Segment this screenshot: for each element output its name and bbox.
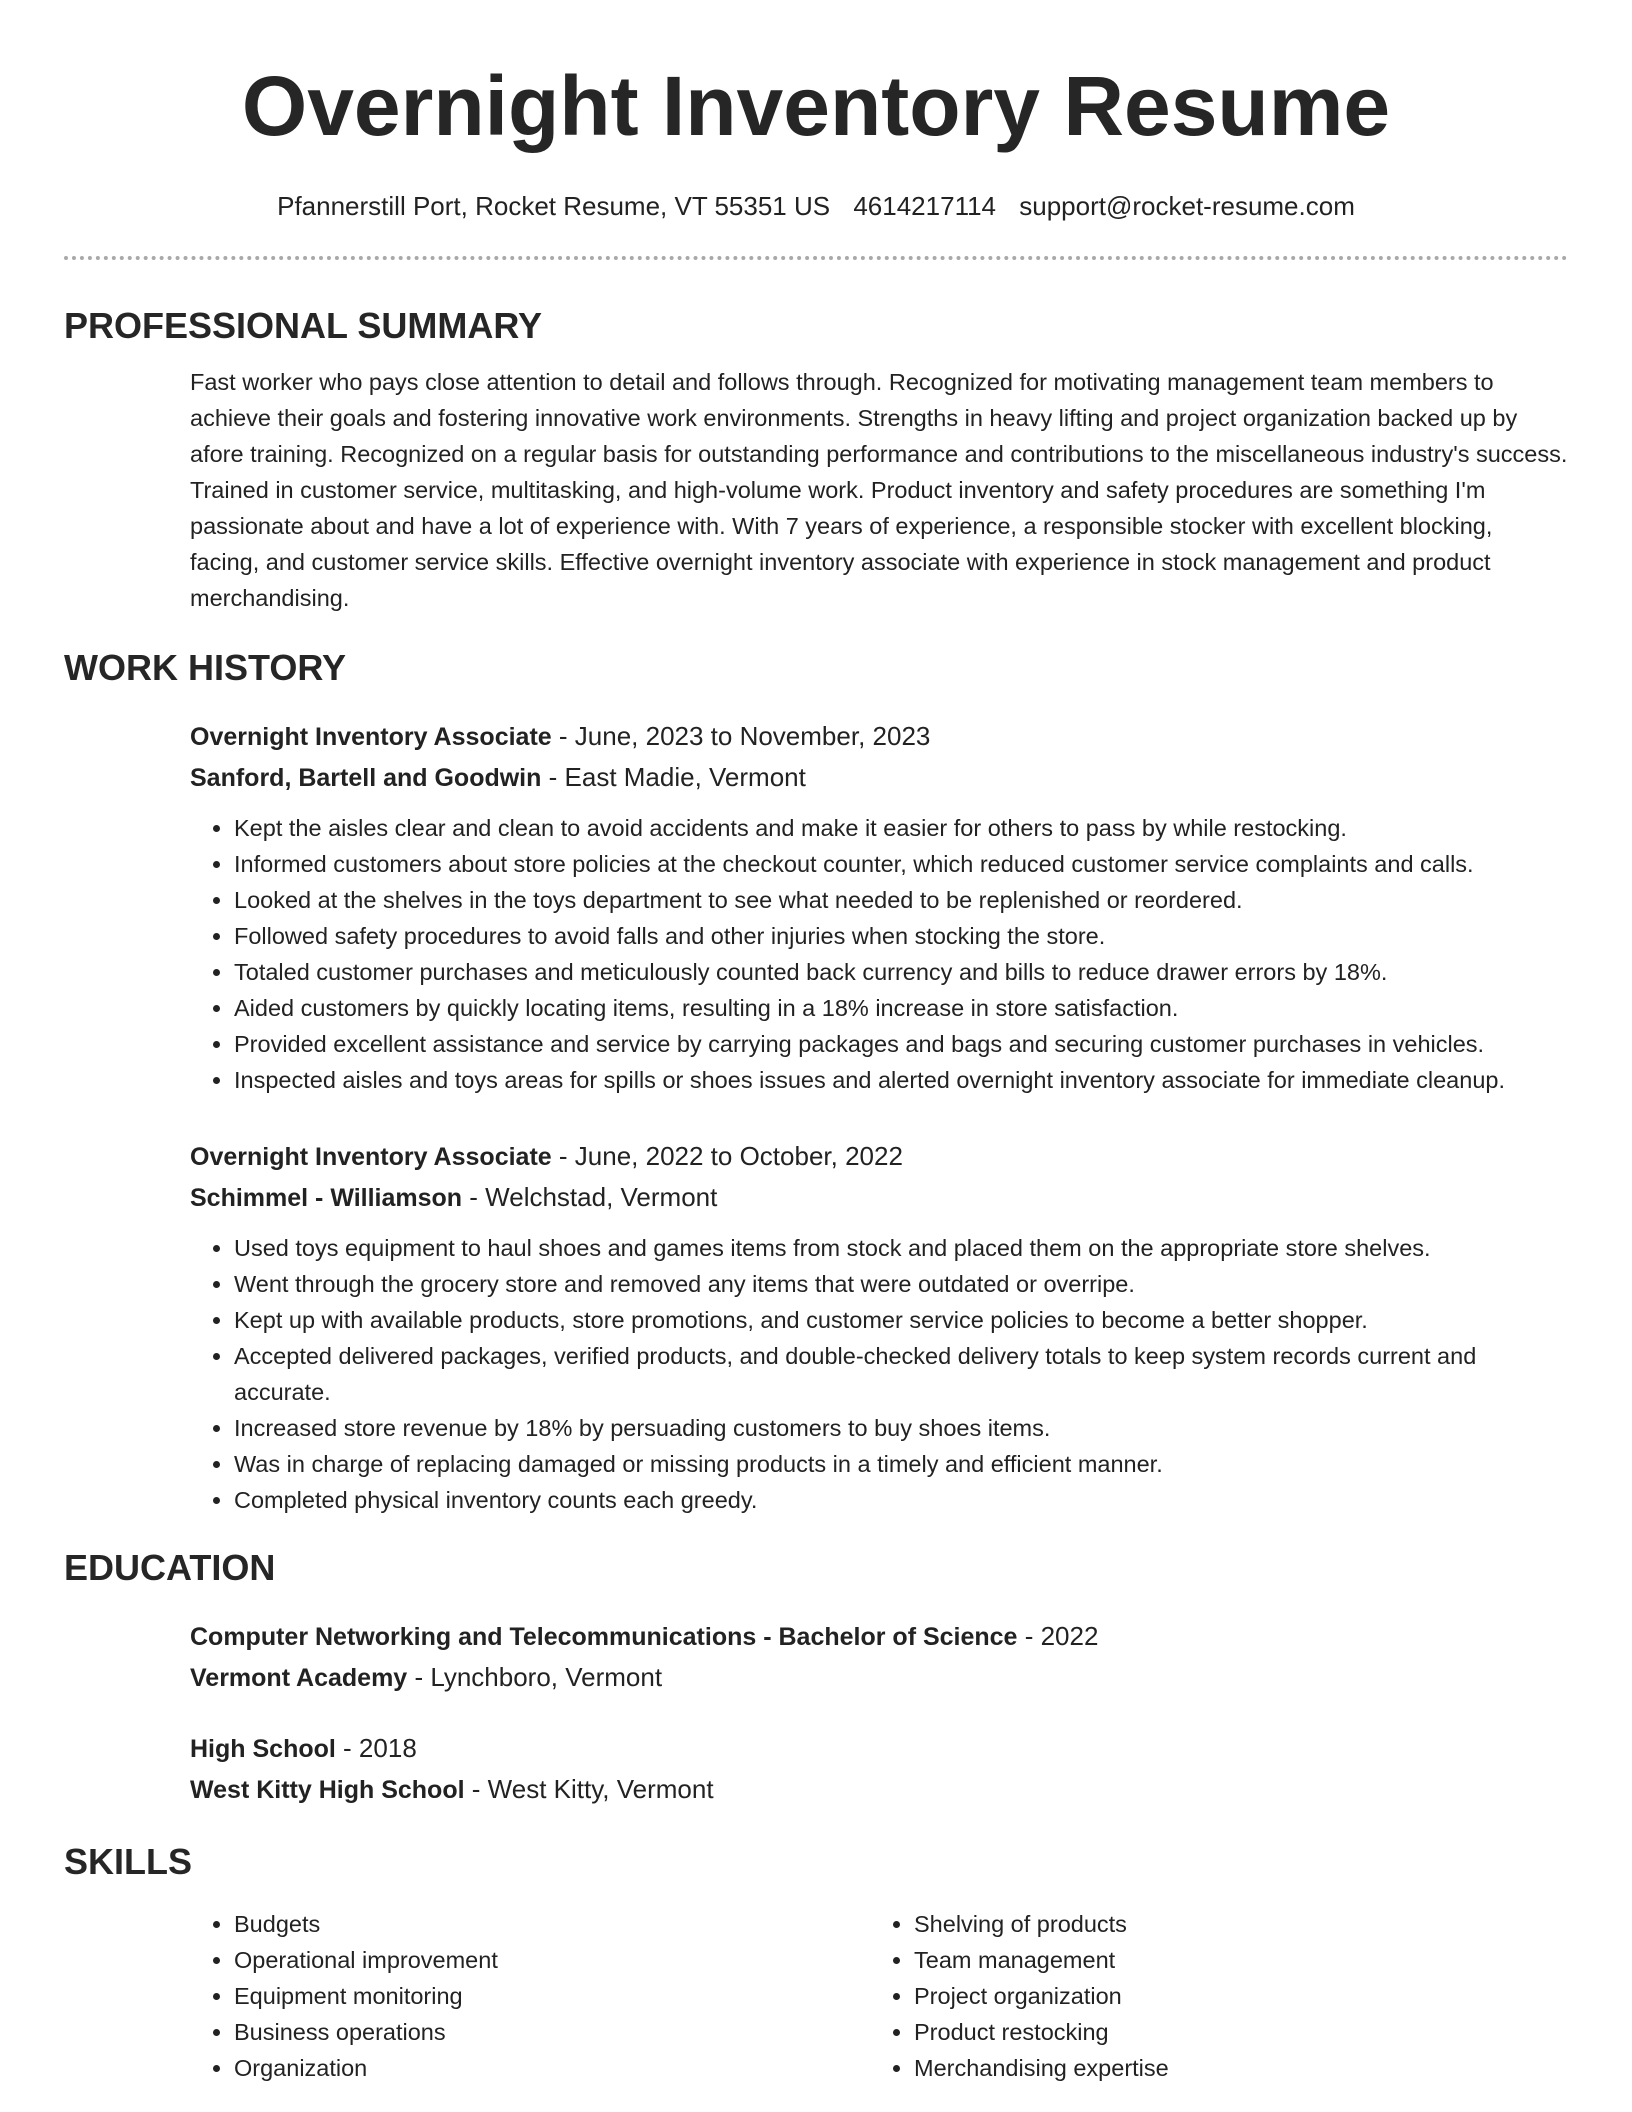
job-dates: - June, 2023 to November, 2023	[551, 721, 931, 751]
graduation-year: - 2022	[1017, 1621, 1099, 1651]
job-location: - East Madie, Vermont	[541, 762, 806, 792]
list-item: • Provided excellent assistance and service by carrying packages and bags and securing customer purchases in vehicles.	[234, 1026, 1568, 1062]
job-bullets	[190, 1230, 1568, 1518]
degree-line	[190, 1616, 1568, 1657]
list-item: • Went through the grocery store and removed any items that were outdated or overripe.	[234, 1266, 1568, 1302]
list-item: • Aided customers by quickly locating items, resulting in a 18% increase in store satisfaction.	[234, 990, 1568, 1026]
school-name: Vermont Academy	[190, 1664, 408, 1692]
job-location: - Welchstad, Vermont	[462, 1182, 718, 1212]
job-title-line	[190, 1136, 1568, 1177]
work-history-heading: WORK HISTORY	[64, 647, 347, 688]
summary-heading: PROFESSIONAL SUMMARY	[64, 305, 543, 346]
skill-item: • Operational improvement	[234, 1942, 870, 1978]
skills-section	[190, 1906, 1568, 2086]
contact-address: Pfannerstill Port, Rocket Resume, VT 55351 US	[277, 191, 831, 221]
contact-phone: 4614217114	[853, 191, 997, 221]
list-item: • Accepted delivered packages, verified products, and double-checked delivery totals to keep system records current and accurate.	[234, 1338, 1568, 1410]
skill-item: • Team management	[914, 1942, 1550, 1978]
skill-item: • Budgets	[234, 1906, 870, 1942]
school-line	[190, 1769, 1568, 1810]
school-location: - West Kitty, Vermont	[464, 1774, 714, 1804]
graduation-year: - 2018	[335, 1733, 417, 1763]
school-name: West Kitty High School	[190, 1776, 465, 1804]
job-entry	[190, 1136, 1568, 1518]
degree-line	[190, 1728, 1568, 1769]
job-company: Sanford, Bartell and Goodwin	[190, 764, 542, 792]
list-item: • Used toys equipment to haul shoes and games items from stock and placed them on the appropriate store shelves.	[234, 1230, 1568, 1266]
list-item: • Informed customers about store policies at the checkout counter, which reduced customer service complaints and calls.	[234, 846, 1568, 882]
education-section	[190, 1616, 1568, 1810]
list-item: • Inspected aisles and toys areas for spills or shoes issues and alerted overnight inventory associate for immediate cleanup.	[234, 1062, 1568, 1098]
skill-item: • Project organization	[914, 1978, 1550, 2014]
skills-list-right	[870, 1906, 1550, 2086]
job-bullets	[190, 810, 1568, 1098]
list-item: • Was in charge of replacing damaged or missing products in a timely and efficient manner.	[234, 1446, 1568, 1482]
job-dates: - June, 2022 to October, 2022	[551, 1141, 903, 1171]
work-history-section	[190, 716, 1568, 1518]
skill-item: • Merchandising expertise	[914, 2050, 1550, 2086]
job-entry	[190, 716, 1568, 1098]
school-location: - Lynchboro, Vermont	[407, 1662, 663, 1692]
contact-line	[64, 190, 1568, 222]
job-title: Overnight Inventory Associate	[190, 723, 552, 751]
school-line	[190, 1657, 1568, 1698]
job-title: Overnight Inventory Associate	[190, 1143, 552, 1171]
skill-item: • Shelving of products	[914, 1906, 1550, 1942]
list-item: • Followed safety procedures to avoid falls and other injuries when stocking the store.	[234, 918, 1568, 954]
job-company-line	[190, 757, 1568, 798]
skill-item: • Product restocking	[914, 2014, 1550, 2050]
list-item: • Totaled customer purchases and meticulously counted back currency and bills to reduce drawer errors by 18%.	[234, 954, 1568, 990]
list-item: • Looked at the shelves in the toys department to see what needed to be replenished or reordered.	[234, 882, 1568, 918]
list-item: • Increased store revenue by 18% by persuading customers to buy shoes items.	[234, 1410, 1568, 1446]
list-item: • Completed physical inventory counts each greedy.	[234, 1482, 1568, 1518]
skills-list-left	[190, 1906, 870, 2086]
skill-item: • Organization	[234, 2050, 870, 2086]
job-company-line	[190, 1177, 1568, 1218]
skills-heading: SKILLS	[64, 1841, 193, 1882]
list-item: • Kept up with available products, store promotions, and customer service policies to become a better shopper.	[234, 1302, 1568, 1338]
header-divider	[64, 256, 1568, 260]
job-title-line	[190, 716, 1568, 757]
resume-title: Overnight Inventory Resume	[241, 59, 1391, 153]
job-company: Schimmel - Williamson	[190, 1184, 463, 1212]
contact-email: support@rocket-resume.com	[1019, 191, 1355, 221]
education-entry	[190, 1616, 1568, 1698]
summary-section	[190, 364, 1568, 616]
education-entry	[190, 1728, 1568, 1810]
degree: Computer Networking and Telecommunications - Bachelor of Science	[190, 1623, 1018, 1651]
skill-item: • Business operations	[234, 2014, 870, 2050]
skill-item: • Equipment monitoring	[234, 1978, 870, 2014]
degree: High School	[190, 1735, 336, 1763]
list-item: • Kept the aisles clear and clean to avoid accidents and make it easier for others to pass by while restocking.	[234, 810, 1568, 846]
summary-text: Fast worker who pays close attention to detail and follows through. Recognized for motivating management team members to achieve their goals and fostering innovative work environments. Strengths in heavy lifting and project organization backed up by afore training. Recognized on a regular basis for outstanding performance and contributions to the miscellaneous industry's success. Trained in customer service, multitasking, and high-volume work. Product inventory and safety procedures are something I'm passionate about and have a lot of experience with. With 7 years of experience, a responsible stocker with excellent blocking, facing, and customer service skills. Effective overnight inventory associate with experience in stock management and product merchandising.	[190, 369, 1568, 611]
education-heading: EDUCATION	[64, 1547, 276, 1588]
resume-page	[64, 0, 1568, 2086]
